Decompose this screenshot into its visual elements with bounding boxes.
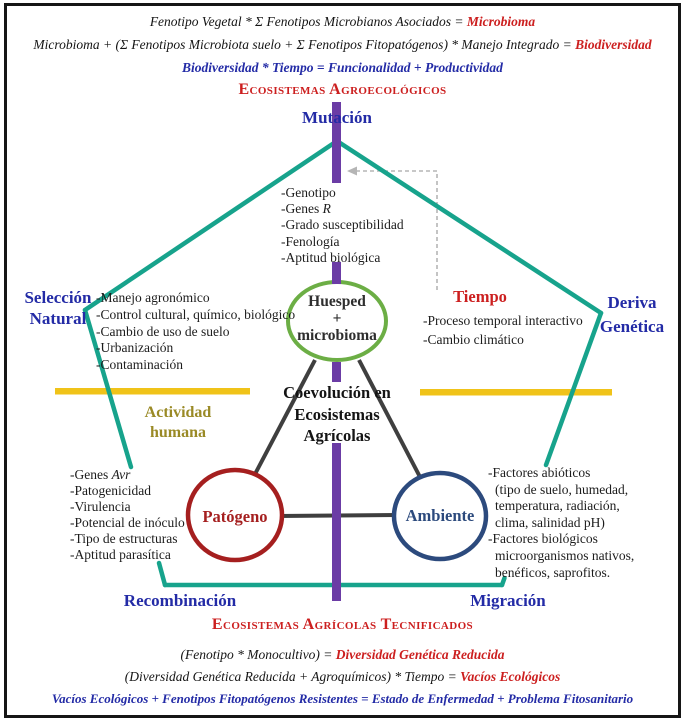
list-item: -Aptitud parasítica	[70, 547, 171, 562]
formula-biodiversidad: Microbioma + (Σ Fenotipos Microbiota suelo + Σ Fenotipos Fitopatógenos) * Manejo Integrado = Biodiversidad	[33, 37, 652, 52]
human-activity-bar-left	[55, 388, 250, 395]
vertex-label-deriva-genetica: Deriva Genética	[599, 293, 665, 336]
list-item: -Factores biológicos	[488, 531, 598, 547]
formula-diversidad-reducida: (Fenotipo * Monocultivo) = Diversidad Genética Reducida	[180, 647, 505, 662]
vertex-label-migracion: Migración	[470, 591, 546, 610]
list-item: -Genotipo	[281, 185, 336, 200]
list-item: clima, salinidad pH)	[495, 514, 605, 530]
ambiente-circle-label: Ambiente	[405, 506, 475, 525]
vertex-label-seleccion-natural: Selección Natural	[24, 288, 92, 328]
list-item: -Proceso temporal interactivo	[423, 313, 583, 328]
list-item: -Cambio de uso de suelo	[96, 323, 230, 339]
list-item: -Tipo de estructuras	[70, 531, 178, 546]
tiempo-title: Tiempo	[453, 287, 507, 306]
list-item: temperatura, radiación,	[495, 498, 620, 514]
list-item: -Factores abióticos	[488, 465, 591, 480]
actividad-humana-label: Actividad humana	[144, 404, 212, 441]
list-item: -Control cultural, químico, biológico	[96, 306, 296, 322]
human-activity-bar-right	[420, 389, 612, 396]
center-title: Coevolución en Ecosistemas Agrícolas	[283, 383, 391, 445]
seleccion-factors-list	[96, 290, 295, 374]
list-item: -Cambio climático	[423, 331, 524, 347]
list-item: -Grado susceptibilidad	[281, 217, 404, 233]
huesped-circle-label: Huesped + microbioma	[297, 293, 377, 344]
list-item: -Virulencia	[70, 499, 131, 514]
patogeno-circle-label: Patógeno	[202, 507, 268, 526]
ambiente-factors-list	[488, 465, 634, 581]
formula-estado-enfermedad: Vacíos Ecológicos + Fenotipos Fitopatógenos Resistentes = Estado de Enfermedad + Problema Fitosanitario	[51, 691, 634, 706]
header-tecnificados: Ecosistemas Agrícolas Tecnificados	[211, 616, 474, 633]
arrowhead-left-icon	[347, 167, 357, 176]
list-item: microorganismos nativos,	[495, 547, 635, 563]
tiempo-factors-list	[423, 312, 583, 349]
header-agroecologicos: Ecosistemas Agroecológicos	[238, 81, 447, 98]
list-item: -Patogenicidad	[70, 483, 151, 498]
list-item: -Aptitud biológica	[281, 249, 381, 265]
formula-funcionalidad: Biodiversidad * Tiempo = Funcionalidad + Productividad	[182, 60, 503, 75]
vertex-label-mutacion: Mutación	[302, 108, 372, 127]
list-item: benéficos, saprofitos.	[495, 564, 611, 580]
list-item: -Urbanización	[96, 340, 174, 356]
list-item: -Manejo agronómico	[96, 290, 210, 305]
list-item: -Fenología	[281, 233, 340, 249]
list-item: (tipo de suelo, humedad,	[495, 481, 629, 497]
list-item: -Genes Avr	[70, 467, 131, 482]
patogeno-factors-list	[70, 467, 185, 563]
formula-microbioma: Fenotipo Vegetal * Σ Fenotipos Microbianos Asociados = Microbioma	[149, 14, 536, 29]
vertex-label-recombinacion: Recombinación	[123, 591, 237, 610]
list-item: -Contaminación	[96, 357, 183, 373]
list-item: -Potencial de inóculo	[70, 515, 185, 530]
formula-vacios-ecologicos: (Diversidad Genética Reducida + Agroquímicos) * Tiempo = Vacíos Ecológicos	[124, 669, 561, 684]
huesped-factors-list	[281, 185, 404, 266]
list-item: -Genes R	[281, 201, 331, 217]
